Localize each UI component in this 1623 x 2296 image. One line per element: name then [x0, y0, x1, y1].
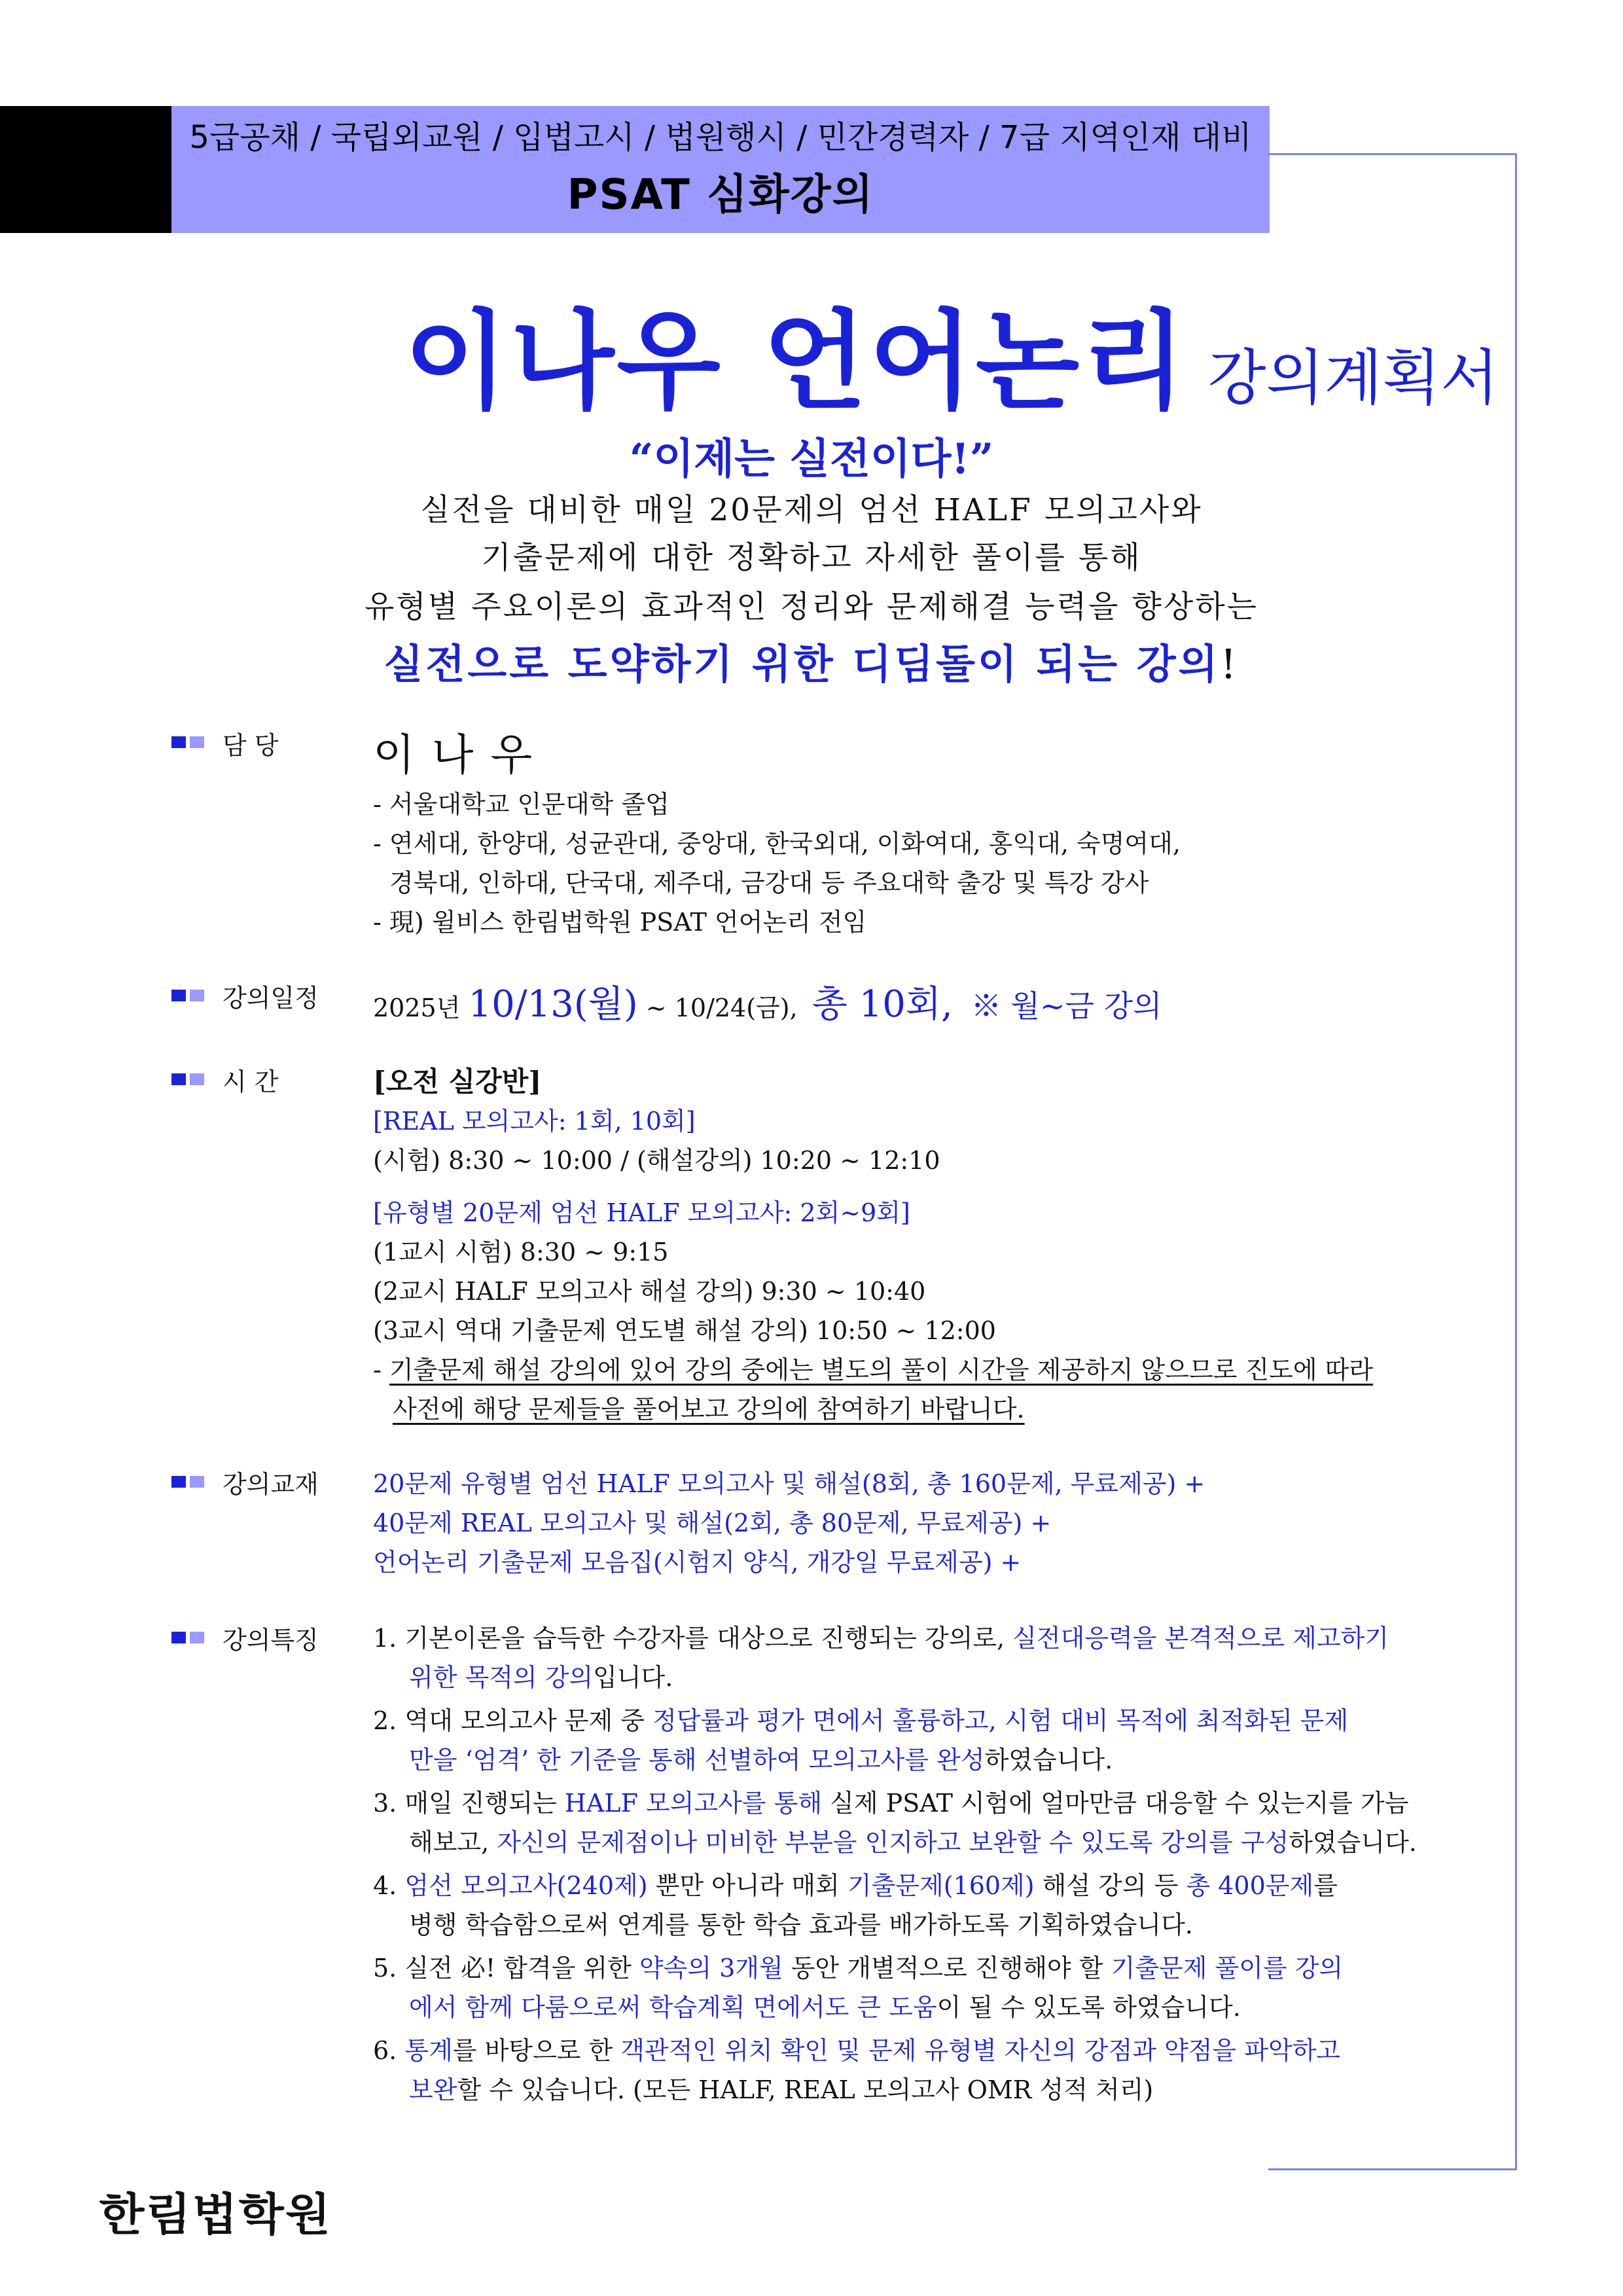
intro-highlight-mark: ! [1220, 640, 1240, 688]
feature-text: 이 될 수 있도록 하였습니다. [936, 1993, 1241, 2022]
feature-text: 동안 개별적으로 진행해야 할 [783, 1954, 1111, 1982]
schedule-line [373, 975, 1162, 1028]
section-label-schedule: 강의일정 [223, 984, 319, 1013]
instructor-bio-line: - 現) 윌비스 한림법학원 PSAT 언어논리 전임 [373, 908, 867, 937]
half-mock-title: [유형별 20문제 엄선 HALF 모의고사: 2회~9회] [373, 1198, 910, 1227]
real-mock-title: [REAL 모의고사: 1회, 10회] [373, 1107, 696, 1136]
section-marker [171, 1073, 211, 1086]
feature-highlight: 객관적인 위치 확인 및 문제 유형별 자신의 강점과 약점을 파악하고 [620, 2036, 1341, 2065]
feature-highlight: 보완 [409, 2075, 457, 2104]
feature-5-line-2 [409, 1987, 1241, 2023]
schedule-note: ※ 월~금 강의 [971, 988, 1162, 1024]
feature-2-line-1 [373, 1700, 1348, 1736]
instructor-bio-line: 경북대, 인하대, 단국대, 제주대, 금강대 등 주요대학 출강 및 특강 강사 [389, 869, 1149, 897]
time-notice-line-2 [393, 1389, 1025, 1425]
feature-text: 매일 진행되는 [404, 1789, 565, 1818]
feature-highlight: 자신의 문제점이나 미비한 부분을 인지하고 보완할 수 있도록 강의를 구성 [497, 1828, 1289, 1857]
notice-text: 기출문제 해설 강의에 있어 강의 중에는 별도의 풀이 시간을 제공하지 않으므로 진도에 따라 [389, 1355, 1374, 1384]
feature-text: 를 바탕으로 한 [452, 2036, 621, 2065]
section-label-features: 강의특징 [223, 1626, 319, 1655]
instructor-bio-line: - 서울대학교 인문대학 졸업 [373, 790, 669, 819]
feature-1-line-2 [409, 1657, 673, 1693]
feature-text: 병행 학습함으로써 연계를 통한 학습 효과를 배가하도록 기획하였습니다. [409, 1910, 1193, 1939]
material-item: 40문제 REAL 모의고사 및 해설(2회, 총 80문제, 무료제공) + [373, 1509, 1052, 1537]
intro-highlight-text: 실전으로 도약하기 위한 디딤돌이 되는 강의 [383, 640, 1221, 688]
intro-line: 기출문제에 대한 정확하고 자세한 풀이를 통해 [481, 540, 1142, 576]
section-label-time: 시 간 [223, 1067, 279, 1096]
feature-6-line-1 [373, 2030, 1340, 2066]
feature-highlight: 에서 함께 다룸으로써 학습계획 면에서도 큰 도움 [409, 1993, 937, 2022]
feature-number: 5. [373, 1954, 397, 1982]
feature-highlight: 기출문제 풀이를 강의 [1111, 1954, 1344, 1982]
feature-1-line-1 [373, 1618, 1389, 1654]
feature-text: 실제 PSAT 시험에 얼마만큼 대응할 수 있는지를 가늠 [822, 1789, 1409, 1818]
course-level-title: PSAT 심화강의 [567, 171, 874, 219]
intro-line: 실전을 대비한 매일 20문제의 엄선 HALF 모의고사와 [420, 492, 1203, 528]
feature-4-line-2 [409, 1905, 1193, 1941]
intro-line: 유형별 주요이론의 효과적인 정리와 문제해결 능력을 향상하는 [364, 589, 1259, 625]
feature-3-line-2 [409, 1822, 1417, 1858]
feature-highlight: 정답률과 평가 면에서 훌륭하고, 시험 대비 목적에 최적화된 문제 [652, 1706, 1349, 1735]
instructor-name: 이나우 [373, 730, 550, 780]
section-label-instructor: 담 당 [223, 731, 279, 760]
main-title: 이나우 언어논리 [404, 299, 1188, 424]
feature-highlight: 실전대응력을 본격적으로 제고하기 [1012, 1624, 1389, 1653]
schedule-year: 2025년 [373, 994, 461, 1022]
schedule-end: ~ 10/24(금), [645, 994, 798, 1022]
feature-text: 뿐만 아니라 매회 [647, 1871, 847, 1900]
schedule-start: 10/13(월) [468, 983, 638, 1026]
section-label-materials: 강의교재 [223, 1470, 319, 1499]
feature-text: 실전 必! 합격을 위한 [404, 1954, 639, 1982]
feature-number: 3. [373, 1789, 397, 1818]
feature-text: 해보고, [409, 1828, 497, 1857]
slogan: “이제는 실전이다!” [629, 435, 994, 484]
section-marker [171, 1632, 211, 1645]
feature-highlight: 만을 ‘엄격’ 한 기준을 통해 선별하여 모의고사를 완성 [409, 1746, 985, 1774]
feature-number: 1. [373, 1624, 397, 1653]
section-marker [171, 1476, 211, 1489]
feature-6-line-2 [409, 2070, 1153, 2106]
feature-text: 역대 모의고사 문제 중 [404, 1706, 653, 1735]
feature-text: 하였습니다. [1289, 1828, 1417, 1857]
feature-2-line-2 [409, 1740, 1113, 1776]
class-name: [오전 실강반] [373, 1066, 542, 1098]
feature-highlight: 엄선 모의고사(240제) [404, 1871, 648, 1900]
hanlim-logo: 한림법학원 [99, 2189, 332, 2241]
feature-number: 2. [373, 1706, 397, 1735]
material-item: 언어논리 기출문제 모음집(시험지 양식, 개강일 무료제공) + [373, 1548, 1022, 1577]
period-1: (1교시 시험) 8:30 ~ 9:15 [373, 1238, 669, 1266]
sub-title: 강의계획서 [1207, 343, 1499, 413]
section-marker [171, 736, 211, 749]
feature-highlight: 총 400문제 [1186, 1871, 1314, 1900]
feature-number: 6. [373, 2036, 397, 2065]
section-marker [171, 990, 211, 1003]
feature-text: 입니다. [593, 1663, 673, 1692]
schedule-total: 총 10회, [812, 983, 953, 1026]
real-mock-time: (시험) 8:30 ~ 10:00 / (해설강의) 10:20 ~ 12:10 [373, 1146, 940, 1175]
feature-text: 기본이론을 습득한 수강자를 대상으로 진행되는 강의로, [404, 1624, 1013, 1653]
exam-targets: 5급공채 / 국립외교원 / 입법고시 / 법원행시 / 민간경력자 / 7급 지역인재 대비 [189, 119, 1252, 156]
period-3: (3교시 역대 기출문제 연도별 해설 강의) 10:50 ~ 12:00 [373, 1316, 996, 1345]
instructor-bio-line: - 연세대, 한양대, 성균관대, 중앙대, 한국외대, 이화여대, 홍익대, 숙명여대, [373, 829, 1181, 858]
feature-highlight: 위한 목적의 강의 [409, 1663, 594, 1692]
feature-text: 하였습니다. [984, 1746, 1113, 1774]
time-notice-line-1 [373, 1350, 1373, 1386]
feature-text: 를 [1313, 1871, 1338, 1900]
feature-number: 4. [373, 1871, 397, 1900]
period-2: (2교시 HALF 모의고사 해설 강의) 9:30 ~ 10:40 [373, 1277, 926, 1306]
feature-text: 해설 강의 등 [1034, 1871, 1186, 1900]
feature-3-line-1 [373, 1783, 1408, 1819]
notice-dash: - [373, 1355, 389, 1384]
feature-highlight: 약속의 3개월 [639, 1954, 783, 1982]
feature-text: 할 수 있습니다. (모든 HALF, REAL 모의고사 OMR 성적 처리) [457, 2075, 1154, 2104]
intro-highlight [0, 632, 1623, 690]
header-black-block [0, 106, 171, 233]
feature-4-line-1 [373, 1865, 1338, 1901]
feature-highlight: 기출문제(160제) [847, 1871, 1035, 1900]
feature-5-line-1 [373, 1948, 1343, 1984]
material-item: 20문제 유형별 엄선 HALF 모의고사 및 해설(8회, 총 160문제, 무료제공) + [373, 1469, 1205, 1498]
feature-highlight: 통계 [404, 2036, 453, 2065]
feature-highlight: HALF 모의고사를 통해 [564, 1789, 823, 1818]
title-row [393, 275, 1499, 429]
notice-text: 사전에 해당 문제들을 풀어보고 강의에 참여하기 바랍니다. [393, 1395, 1025, 1424]
